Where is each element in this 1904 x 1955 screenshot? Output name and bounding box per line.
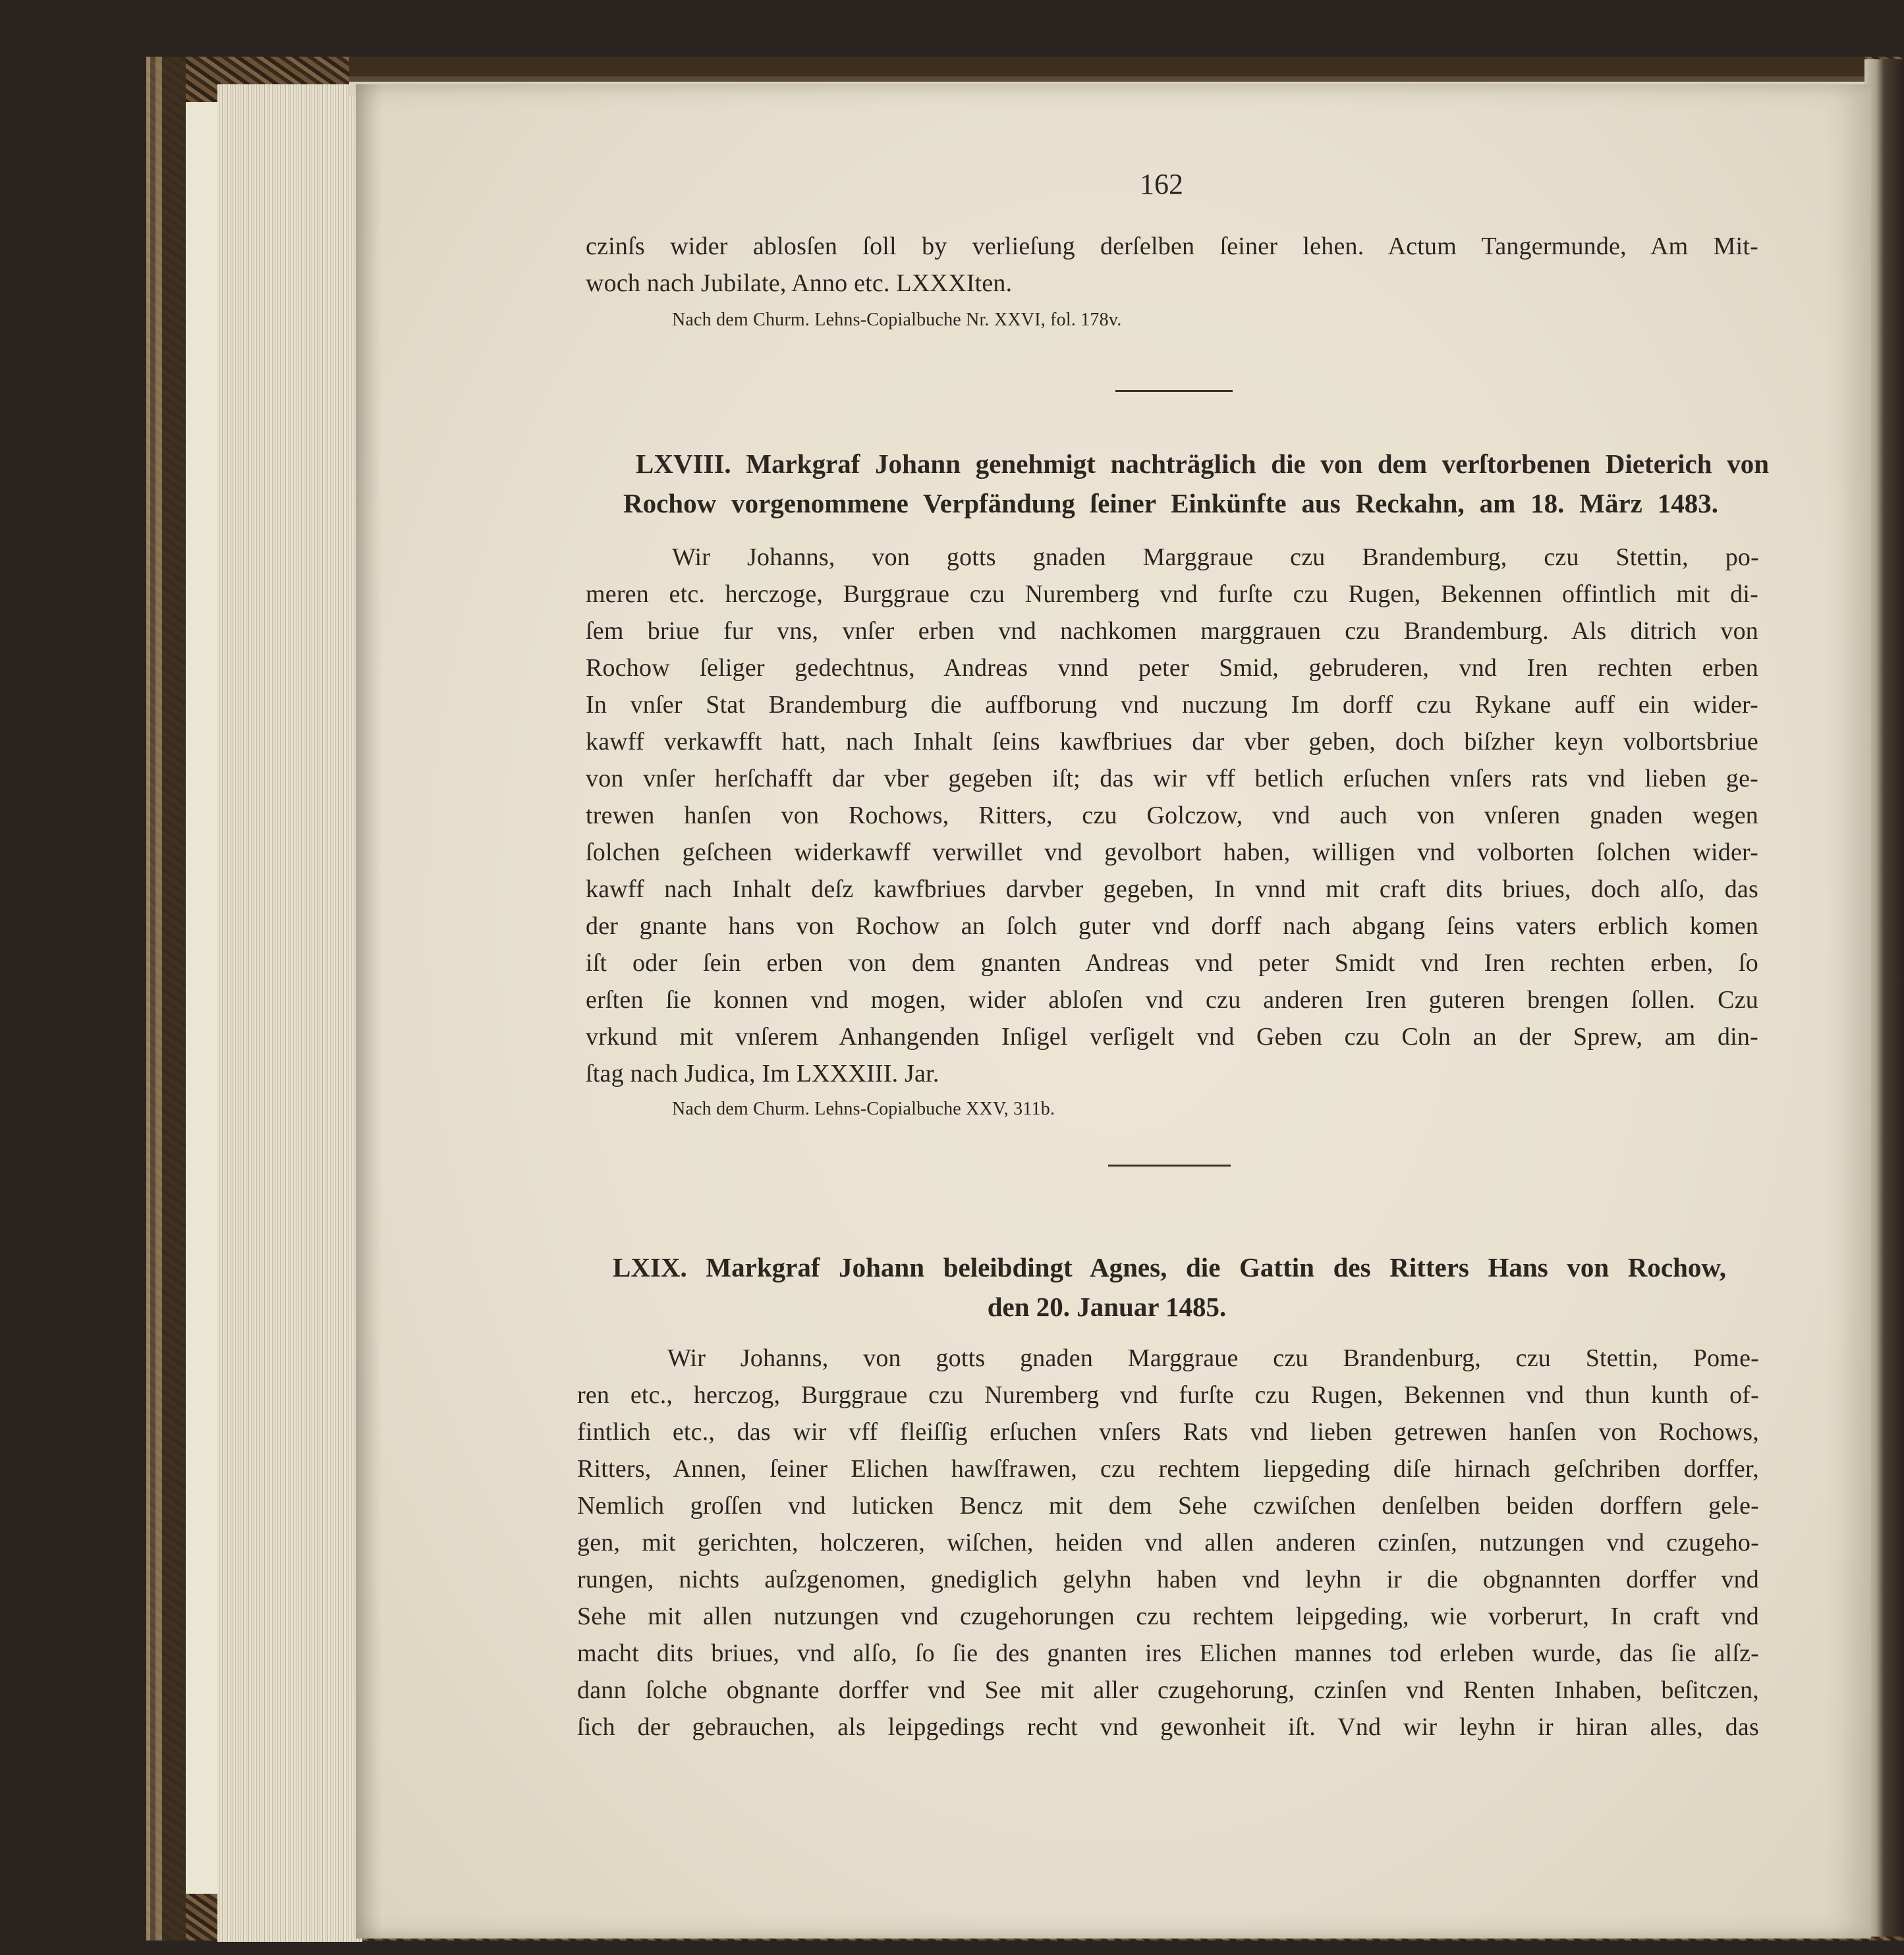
body-line: Ritters, Annen, ſeiner Elichen hawſfrawen, czu rechtem liepgeding diſe hirnach geſchriben dorffer,	[577, 1455, 1759, 1483]
body-line: von vnſer herſchafft dar vber gegeben iſt; das wir vff betlich erſuchen vnſers rats vnd lieben ge-	[586, 765, 1758, 792]
body-line: ſem briue fur vns, vnſer erben vnd nachkomen marggrauen czu Brandemburg. Als ditrich von	[586, 617, 1758, 645]
body-line: rungen, nichts auſzgenomen, gnediglich gelyhn haben vnd leyhn ir die obgnannten dorffer vnd	[577, 1566, 1759, 1593]
section-divider	[1108, 1165, 1231, 1167]
cover-edge	[146, 57, 186, 1941]
body-line: vrkund mit vnſerem Anhangenden Inſigel verſigelt vnd Geben czu Coln an der Sprew, am din-	[586, 1023, 1758, 1051]
body-line: Rochow ſeliger gedechtnus, Andreas vnnd peter Smid, gebruderen, vnd Iren rechten erben	[586, 654, 1758, 682]
section-heading: den 20. Januar 1485.	[987, 1292, 1227, 1322]
body-line: dann ſolche obgnante dorffer vnd See mit aller czugehorung, czinſen vnd Renten Inhaben, beſitczen,	[577, 1676, 1759, 1704]
body-line: In vnſer Stat Brandemburg die auffborung vnd nuczung Im dorff czu Rykane auff ein wider-	[586, 691, 1758, 719]
binding-shadow	[356, 84, 382, 1939]
body-line: iſt oder ſein erben von dem gnanten Andreas vnd peter Smidt vnd Iren rechten erben, ſo	[586, 949, 1758, 977]
section-heading: LXVIII. Markgraf Johann genehmigt nachträglich die von dem verſtorbenen Dieterich von	[636, 449, 1769, 479]
section-heading: Rochow vorgenommene Verpfändung ſeiner Einkünfte aus Reckahn, am 18. März 1483.	[623, 488, 1718, 518]
body-line: trewen hanſen von Rochows, Ritters, czu Golczow, vnd auch von vnſeren gnaden wegen	[586, 802, 1758, 829]
body-line: gen, mit gerichten, holczeren, wiſchen, heiden vnd allen anderen czinſen, nutzungen vnd czugeho-	[577, 1529, 1759, 1556]
page-block-edges	[217, 84, 362, 1942]
body-line: Nemlich groſſen vnd luticken Bencz mit dem Sehe czwiſchen denſelben beiden dorffern gele-	[577, 1492, 1759, 1520]
source-note: Nach dem Churm. Lehns-Copialbuche Nr. XXVI, fol. 178v.	[672, 310, 1122, 330]
source-note: Nach dem Churm. Lehns-Copialbuche XXV, 311b.	[672, 1099, 1055, 1119]
body-line: fintlich etc., das wir vff fleiſſig erſuchen vnſers Rats vnd lieben getrewen hanſen von Rochows,	[577, 1418, 1759, 1446]
body-line: ſolchen geſcheen widerkawff verwillet vnd gevolbort haben, willigen vnd volborten ſolchen wider-	[586, 839, 1758, 866]
intro-line: woch nach Jubilate, Anno etc. LXXXIten.	[586, 269, 1013, 297]
body-line: Sehe mit allen nutzungen vnd czugehorungen czu rechtem leipgeding, wie vorberurt, In craft vnd	[577, 1603, 1759, 1630]
body-line: Wir Johanns, von gotts gnaden Marggraue czu Brandenburg, czu Stettin, Pome-	[667, 1344, 1759, 1372]
body-line: macht dits briues, vnd alſo, ſo ſie des gnanten ires Elichen mannes tod erleben wurde, das ſie alſz-	[577, 1639, 1759, 1667]
body-line: ſich der gebrauchen, als leipgedings recht vnd gewonheit iſt. Vnd wir leyhn ir hiran alles, das	[577, 1713, 1759, 1741]
body-line: der gnante hans von Rochow an ſolch guter vnd dorff nach abgang ſeins vaters erblich komen	[586, 912, 1758, 940]
body-line: ren etc., herczog, Burggraue czu Nuremberg vnd furſte czu Rugen, Bekennen vnd thun kunth of-	[577, 1381, 1759, 1409]
section-heading: LXIX. Markgraf Johann beleibdingt Agnes, die Gattin des Ritters Hans von Rochow,	[613, 1252, 1726, 1282]
body-line: kawff nach Inhalt deſz kawfbriues darvber gegeben, In vnnd mit craft dits briues, doch alſo, das	[586, 875, 1758, 903]
body-line: erſten ſie konnen vnd mogen, wider abloſen vnd czu anderen Iren guteren brengen ſollen. Czu	[586, 986, 1758, 1014]
body-line: meren etc. herczoge, Burggraue czu Nuremberg vnd furſte czu Rugen, Bekennen offintlich mit di-	[586, 580, 1758, 608]
page-number: 162	[1140, 168, 1183, 200]
body-line: kawff verkawfft hatt, nach Inhalt ſeins kawfbriues dar vber geben, doch biſzher keyn volbortsbriue	[586, 728, 1758, 756]
intro-line: czinſs wider ablosſen ſoll by verlieſung derſelben ſeiner lehen. Actum Tangermunde, Am Mit-	[586, 233, 1758, 260]
body-line: Wir Johanns, von gotts gnaden Marggraue czu Brandemburg, czu Stettin, po-	[672, 543, 1759, 571]
body-line: ſtag nach Judica, Im LXXXIII. Jar.	[586, 1060, 939, 1088]
section-divider	[1115, 390, 1233, 392]
